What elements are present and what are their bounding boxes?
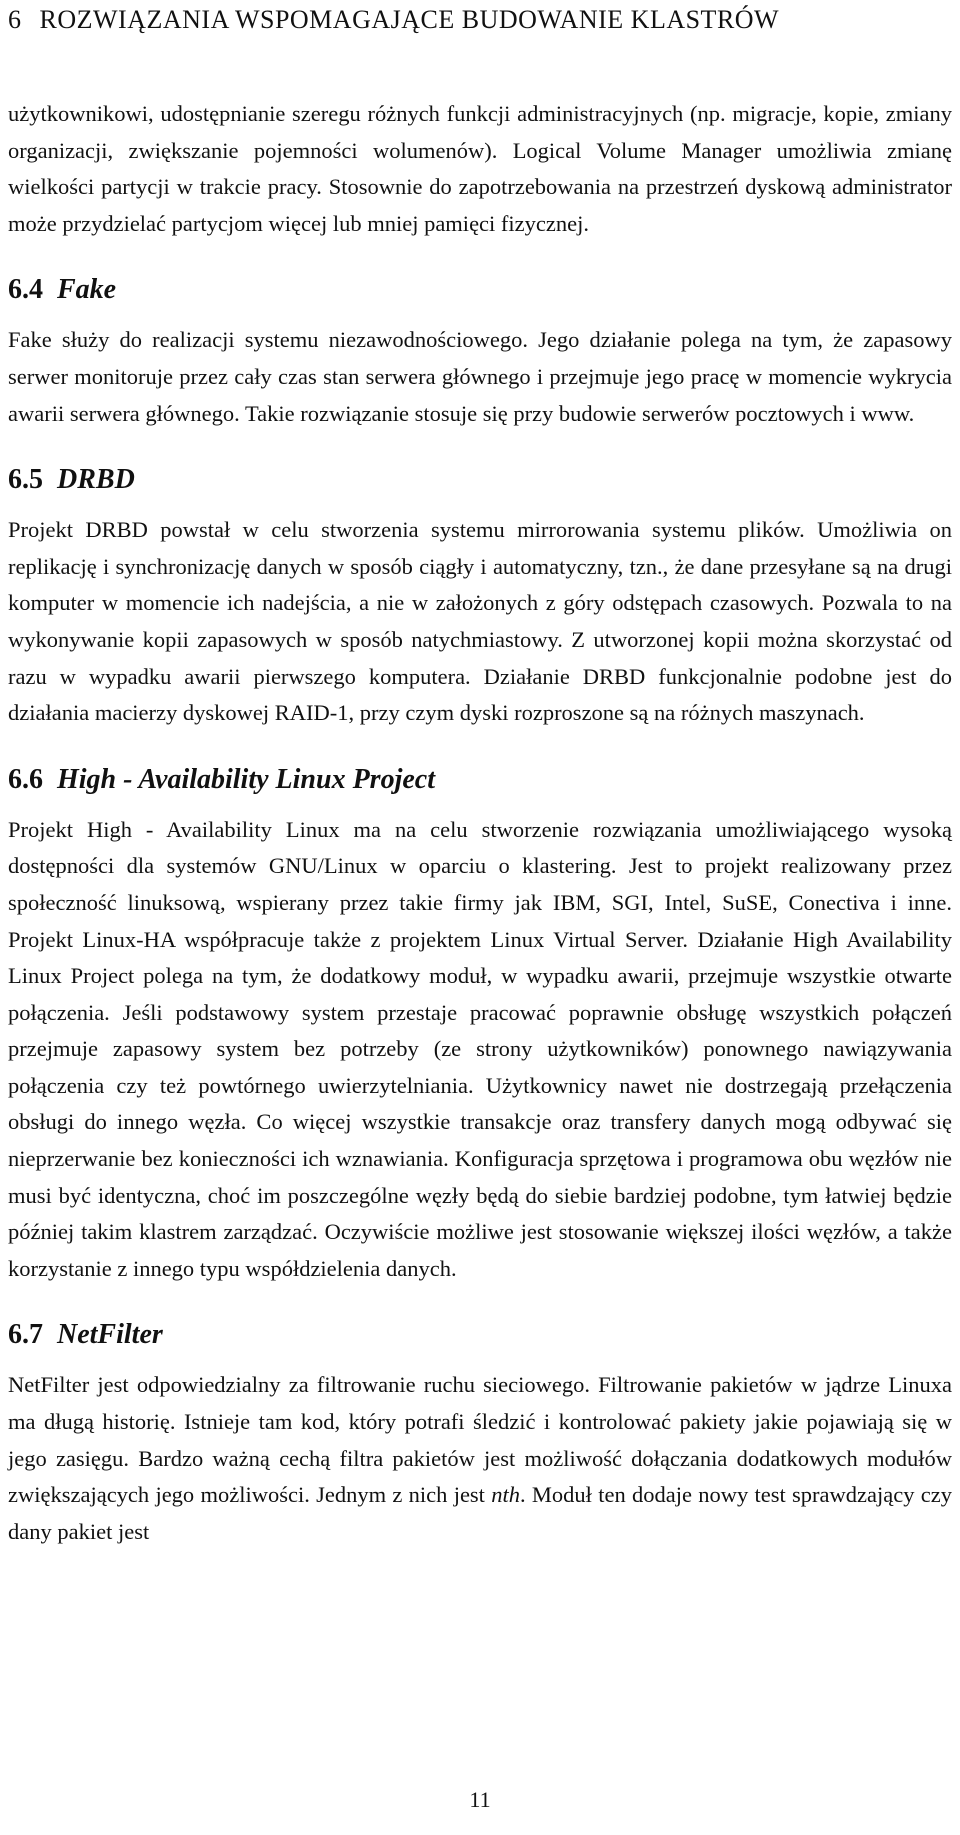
section-number: 6.5 [8,464,43,496]
section-title: DRBD [57,464,135,496]
netfilter-text-end: . Moduł ten dodaje nowy test sprawdzający czy dany pakiet jest [8,1482,952,1544]
section-number: 6.6 [8,763,43,795]
running-header [8,4,779,36]
chapter-title: ROZWIĄZANIA WSPOMAGAJĄCE BUDOWANIE KLASTRÓW [39,5,780,34]
section-paragraph-netfilter [8,1367,952,1550]
section-number: 6.7 [8,1319,43,1351]
section-title: Fake [57,274,117,306]
section-paragraph-high-availability: Projekt High - Availability Linux ma na celu stworzenie rozwiązania umożliwiającego wysoką dostępności dla systemów GNU/Linux w oparciu o klastering. Jest to projekt realizowany przez społeczność linuksową, wspierany przez takie firmy jak IBM, SGI, Intel, SuSE, Conectiva i inne. Projekt Linux-HA współpracuje także z projektem Linux Virtual Server. Działanie High Availability Linux Project polega na tym, że dodatkowy moduł, w wypadku awarii, przejmuje wszystkie otwarte połączenia. Jeśli podstawowy system przestaje pracować poprawnie obsługę wszystkich połączeń przejmuje zapasowy system bez potrzeby (ze strony użytkowników) ponownego nawiązywania połączenia czy też powtórnego uwierzytelniania. Użytkownicy nawet nie dostrzegają przełączenia obsługi do innego węzła. Co więcej wszystkie transakcje oraz transfery danych mogą odbywać się nieprzerwanie bez konieczności ich wznawiania. Konfiguracja sprzętowa i programowa obu węzłów nie musi być identyczna, choć im poszczególne węzły będą do siebie bardziej podobne, tym łatwiej będzie później takim klastrem zarządzać. Oczywiście możliwe jest stosowanie większej ilości węzłów, a także korzystanie z innego typu współdzielenia danych. [8,816,952,1281]
intro-paragraph: użytkownikowi, udostępnianie szeregu różnych funkcji administracyjnych (np. migracje, kopie, zmiany organizacji, zwiększanie pojemności wolumenów). Logical Volume Manager umożliwia zmianę wielkości partycji w trakcie pracy. Stosownie do zapotrzebowania na przestrzeń dyskową administrator może przydzielać partycjom więcej lub mniej pamięci fizycznej. [8,101,952,236]
section-heading-netfilter [8,1317,952,1353]
section-heading-fake [8,272,952,308]
section-number: 6.4 [8,274,43,306]
page-number: 11 [469,1787,491,1812]
section-paragraph-drbd: Projekt DRBD powstał w celu stworzenia systemu mirrorowania systemu plików. Umożliwia on replikację i synchronizację danych w sposób ciągły i automatyczny, tzn., że dane przesyłane są na drugi komputer w momencie ich nadejścia, a nie w założonych z góry odstępach czasowych. Pozwala to na wykonywanie kopii zapasowych w sposób natychmiastowy. Z utworzonej kopii można skorzystać od razu w wypadku awarii pierwszego komputera. Działanie DRBD funkcjonalnie podobne jest do działania macierzy dyskowej RAID-1, przy czym dyski rozproszone są na różnych maszynach. [8,517,952,726]
nth-module-name: nth [491,1482,520,1508]
section-heading-drbd [8,462,952,498]
chapter-number: 6 [8,5,22,34]
section-title: NetFilter [57,1319,163,1351]
section-title: High - Availability Linux Project [57,763,435,795]
section-heading-high-availability [8,762,952,798]
section-paragraph-fake: Fake służy do realizacji systemu niezawodnościowego. Jego działanie polega na tym, że zapasowy serwer monitoruje przez cały czas stan serwera głównego i przejmuje jego pracę w momencie wykrycia awarii serwera głównego. Takie rozwiązanie stosuje się przy budowie serwerów pocztowych i www. [8,327,952,426]
page-content [8,96,952,1550]
netfilter-text-start: NetFilter jest odpowiedzialny za filtrowanie ruchu sieciowego. Filtrowanie pakietów w jądrze Linuxa ma długą historię. Istnieje tam kod, który potrafi śledzić i kontrolować pakiety jakie pojawiają się w jego zasięgu. Bardzo ważną cechą filtra pakietów jest możliwość dołączania dodatkowych modułów zwiększających jego możliwości. Jednym z nich jest [8,1372,952,1508]
